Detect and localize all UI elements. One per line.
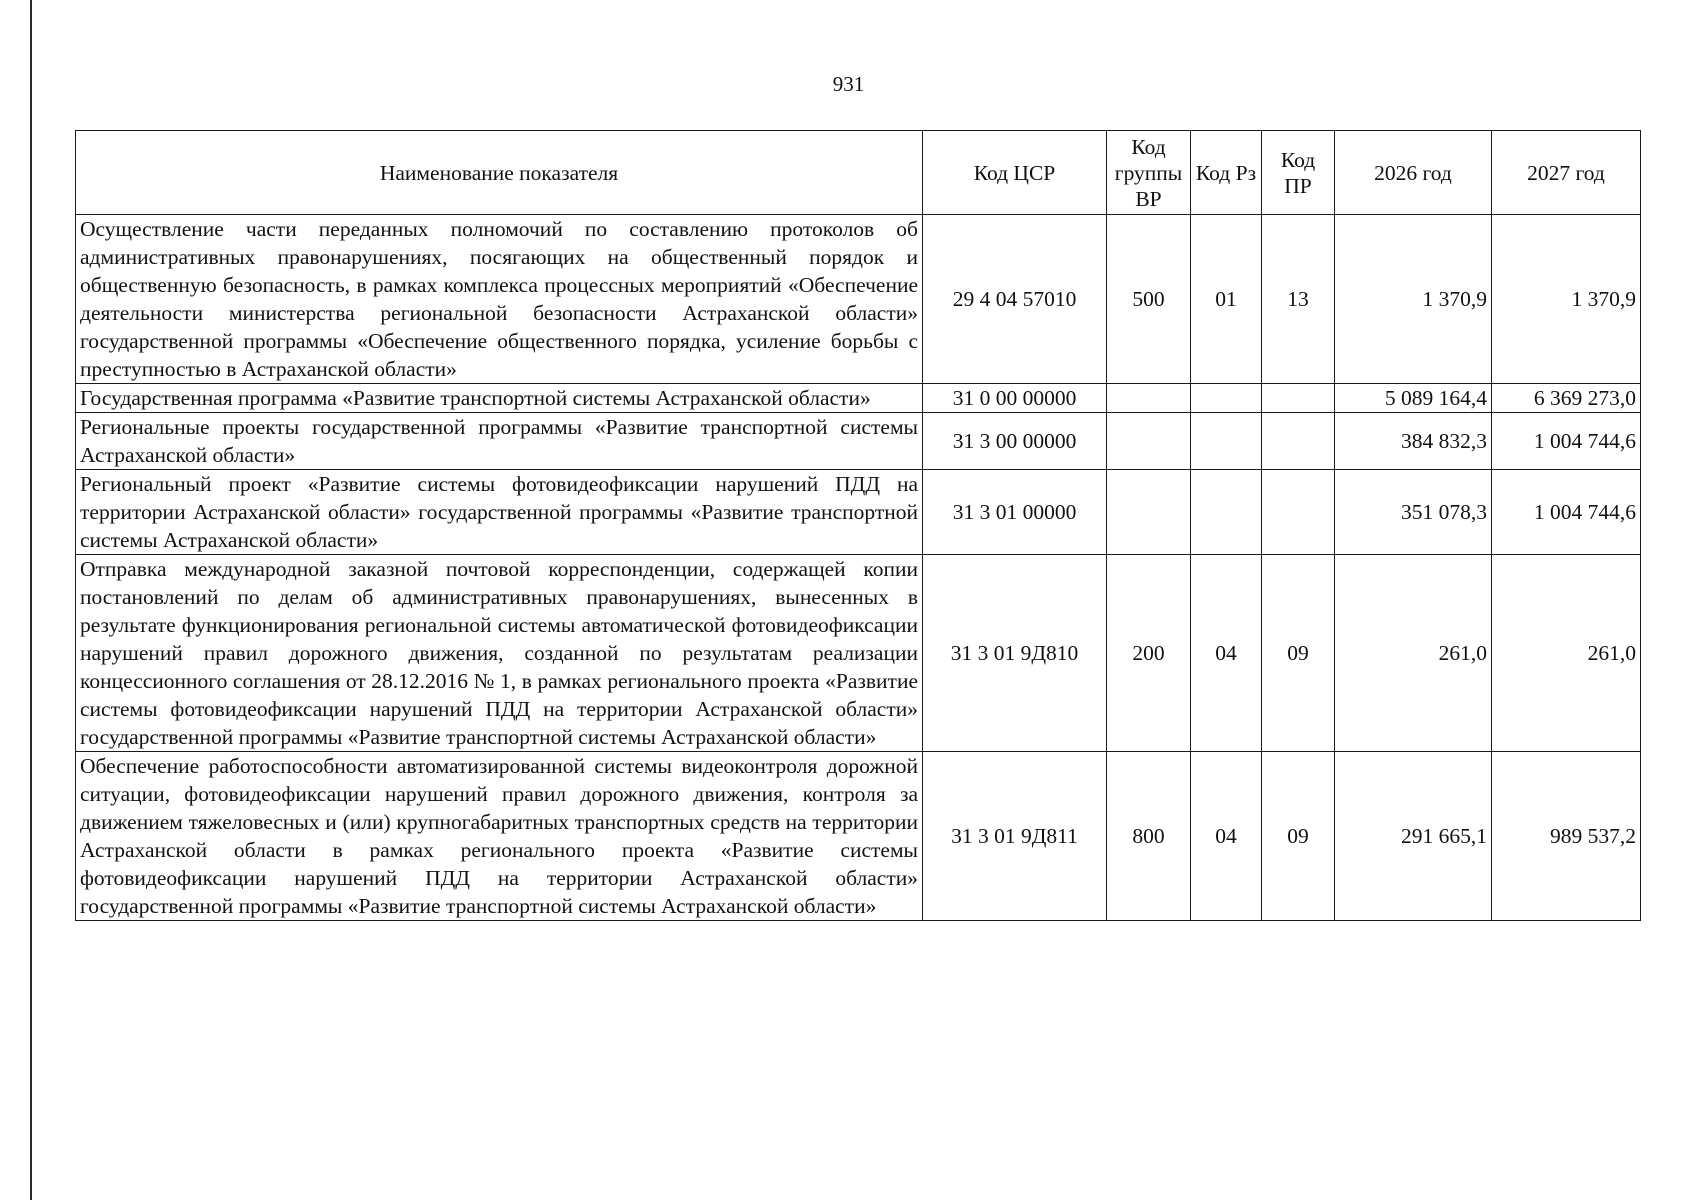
row-pr-code	[1262, 384, 1335, 413]
row-rz-code: 01	[1191, 215, 1262, 384]
table-row	[76, 413, 1641, 470]
row-pr-code: 09	[1262, 752, 1335, 921]
row-amount-2026: 291 665,1	[1335, 752, 1492, 921]
row-amount-2026: 351 078,3	[1335, 470, 1492, 555]
row-pr-code	[1262, 470, 1335, 555]
row-amount-2027: 261,0	[1492, 555, 1641, 752]
row-rz-code	[1191, 413, 1262, 470]
row-vr-code: 200	[1107, 555, 1191, 752]
row-vr-code: 800	[1107, 752, 1191, 921]
table-header-row	[76, 131, 1641, 215]
row-vr-code	[1107, 470, 1191, 555]
header-name: Наименование показателя	[76, 131, 923, 215]
row-amount-2027: 6 369 273,0	[1492, 384, 1641, 413]
row-amount-2027: 1 004 744,6	[1492, 470, 1641, 555]
row-name: Обеспечение работоспособности автоматизированной системы видеоконтроля дорожной ситуации, фотовидеофиксации нарушений правил дорожного движения, контроля за движением тяжеловесных и (или) крупногабаритных транспортных средств на территории Астраханской области в рамках регионального проекта «Развитие системы фотовидеофиксации нарушений ПДД на территории Астраханской области» государственной программы «Развитие транспортной системы Астраханской области»	[76, 752, 923, 921]
row-rz-code	[1191, 384, 1262, 413]
table-row	[76, 555, 1641, 752]
row-amount-2026: 261,0	[1335, 555, 1492, 752]
table-row	[76, 470, 1641, 555]
table-row	[76, 752, 1641, 921]
row-amount-2026: 384 832,3	[1335, 413, 1492, 470]
row-name: Государственная программа «Развитие транспортной системы Астраханской области»	[76, 384, 923, 413]
row-amount-2026: 5 089 164,4	[1335, 384, 1492, 413]
header-vr-code: Код группы ВР	[1107, 131, 1191, 215]
row-csr-code: 31 3 01 9Д810	[923, 555, 1107, 752]
header-year-2026: 2026 год	[1335, 131, 1492, 215]
row-csr-code: 29 4 04 57010	[923, 215, 1107, 384]
table-row	[76, 215, 1641, 384]
row-csr-code: 31 3 00 00000	[923, 413, 1107, 470]
row-name: Отправка международной заказной почтовой корреспонденции, содержащей копии постановлений по делам об административных правонарушениях, вынесенных в результате функционирования региональной системы автоматической фотовидеофиксации нарушений правил дорожного движения, созданной по результатам реализации концессионного соглашения от 28.12.2016 № 1, в рамках регионального проекта «Развитие системы фотовидеофиксации нарушений ПДД на территории Астраханской области» государственной программы «Развитие транспортной системы Астраханской области»	[76, 555, 923, 752]
row-rz-code	[1191, 470, 1262, 555]
row-amount-2026: 1 370,9	[1335, 215, 1492, 384]
table-row	[76, 384, 1641, 413]
row-vr-code	[1107, 384, 1191, 413]
row-amount-2027: 1 004 744,6	[1492, 413, 1641, 470]
row-amount-2027: 989 537,2	[1492, 752, 1641, 921]
row-amount-2027: 1 370,9	[1492, 215, 1641, 384]
header-csr-code: Код ЦСР	[923, 131, 1107, 215]
row-name: Региональные проекты государственной программы «Развитие транспортной системы Астраханской области»	[76, 413, 923, 470]
row-pr-code: 09	[1262, 555, 1335, 752]
budget-table	[75, 130, 1641, 921]
row-rz-code: 04	[1191, 752, 1262, 921]
page-number: 931	[832, 72, 865, 96]
row-rz-code: 04	[1191, 555, 1262, 752]
header-year-2027: 2027 год	[1492, 131, 1641, 215]
row-name: Региональный проект «Развитие системы фотовидеофиксации нарушений ПДД на территории Астраханской области» государственной программы «Развитие транспортной системы Астраханской области»	[76, 470, 923, 555]
row-csr-code: 31 3 01 9Д811	[923, 752, 1107, 921]
row-pr-code: 13	[1262, 215, 1335, 384]
row-vr-code	[1107, 413, 1191, 470]
header-pr-code: Код ПР	[1262, 131, 1335, 215]
row-vr-code: 500	[1107, 215, 1191, 384]
row-csr-code: 31 0 00 00000	[923, 384, 1107, 413]
row-pr-code	[1262, 413, 1335, 470]
scan-edge-line	[30, 0, 32, 1200]
header-rz-code: Код Рз	[1191, 131, 1262, 215]
row-csr-code: 31 3 01 00000	[923, 470, 1107, 555]
row-name: Осуществление части переданных полномочий по составлению протоколов об административных правонарушениях, посягающих на общественный порядок и общественную безопасность, в рамках комплекса процессных мероприятий «Обеспечение деятельности министерства региональной безопасности Астраханской области» государственной программы «Обеспечение общественного порядка, усиление борьбы с преступностью в Астраханской области»	[76, 215, 923, 384]
